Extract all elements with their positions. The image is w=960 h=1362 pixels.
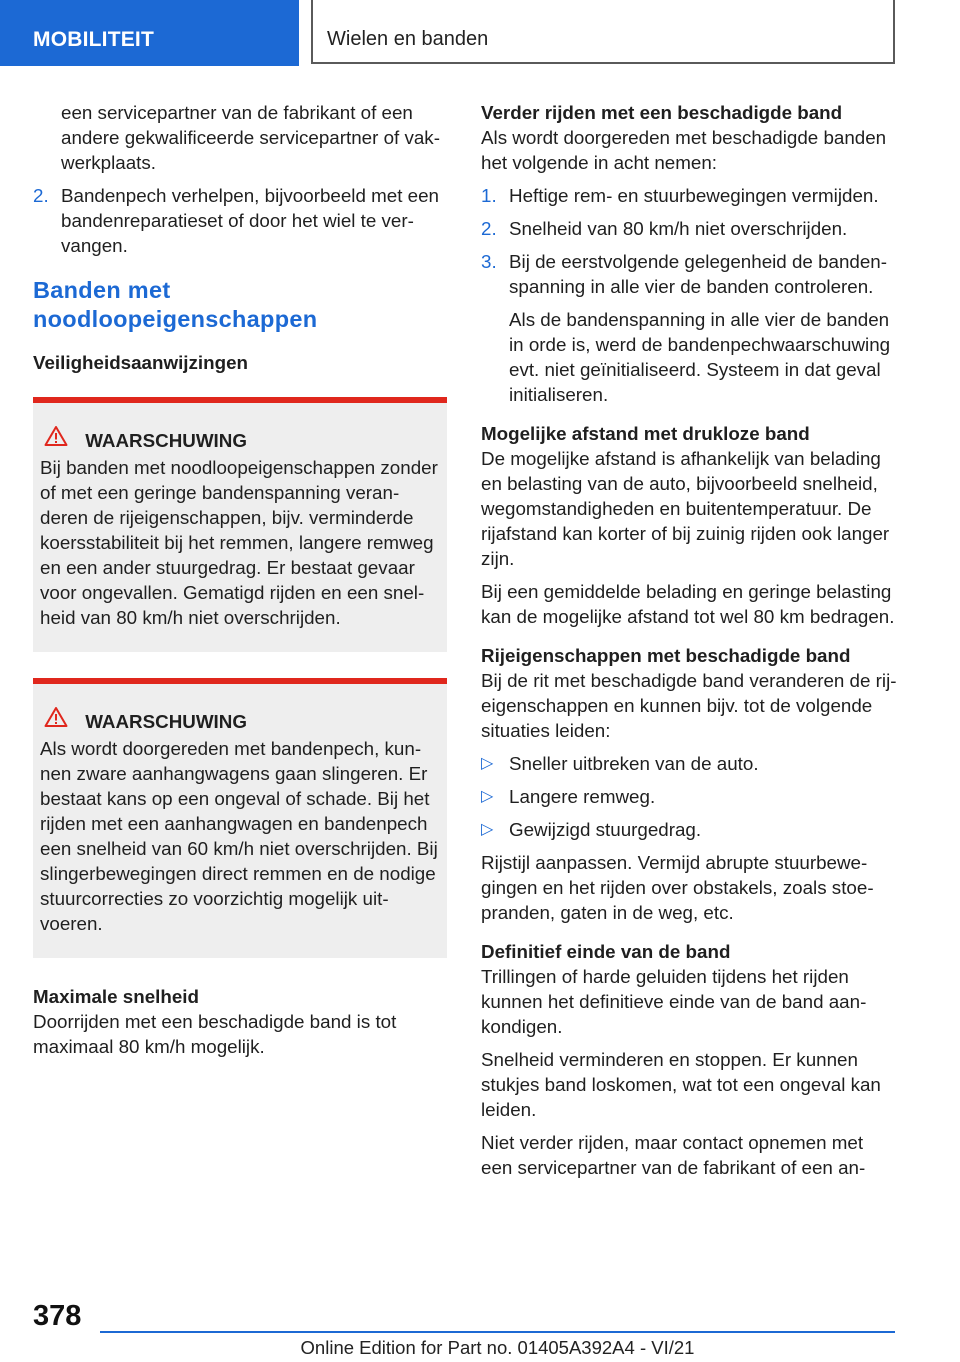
- maxspeed-text: Doorrijden met een beschadigde band is tot maximaal 80 km/h mogelijk.: [33, 1011, 397, 1057]
- list-item: [33, 183, 447, 258]
- safety-heading: Veiligheidsaanwijzingen: [33, 352, 248, 373]
- list-item: [481, 249, 899, 299]
- warning-text: Als wordt doorgereden met bandenpech, kunnen zware aanhangwagens gaan slingeren. Er bestaat kans op een ongeval of schade. Bij het rijden met een aanhangwagen en bandenpech een snelheid van 60 km/h niet overschrijden. Bij slingerbewegingen direct remmen en de nodige stuurcorrecties zo voorzichtig mogelijk uitvoeren.: [40, 738, 438, 934]
- props-advice: Rijstijl aanpassen. Vermijd abrupte stuurbewegingen en het rijden over obstakels, zoals stoepranden, gaten in de weg, etc.: [481, 852, 874, 923]
- list-number: 2.: [33, 185, 49, 206]
- topic-header: Wielen en banden: [311, 0, 895, 64]
- list-item: [481, 216, 899, 241]
- warning-title: WAARSCHUWING: [85, 430, 247, 451]
- list-item-text: Snelheid van 80 km/h niet overschrijden.: [509, 218, 848, 239]
- warning-triangle-icon: [44, 706, 80, 734]
- props-intro: Bij de rit met beschadigde band veranderen de rij-eigenschappen en kunnen bijv. tot de volgende situaties leiden:: [481, 670, 897, 741]
- end-paragraph: Trillingen of harde geluiden tijdens het rijden kunnen het definitieve einde van de band aankondigen.: [481, 966, 867, 1037]
- end-paragraph: Niet verder rijden, maar contact opnemen met een servicepartner van de fabrikant of een an-: [481, 1132, 866, 1178]
- distance-paragraph: Bij een gemiddelde belading en geringe belasting kan de mogelijke afstand tot wel 80 km bedragen.: [481, 581, 895, 627]
- warning-triangle-icon: [44, 425, 80, 453]
- props-heading: Rijeigenschappen met beschadigde band: [481, 645, 851, 666]
- list-item: [481, 183, 899, 208]
- drive-intro: Als wordt doorgereden met beschadigde banden het volgende in acht nemen:: [481, 127, 887, 173]
- chapter-tab: MOBILITEIT: [0, 0, 299, 66]
- list-number: 1.: [481, 185, 497, 206]
- list-item-text: Bij de eerstvolgende gelegenheid de bandenspanning in alle vier de banden controleren.: [509, 251, 888, 297]
- bullet-item: [481, 784, 899, 809]
- bullet-text: Sneller uitbreken van de auto.: [509, 753, 759, 774]
- bullet-item: [481, 751, 899, 776]
- end-heading: Definitief einde van de band: [481, 941, 731, 962]
- step-note: Als de bandenspanning in alle vier de banden in orde is, werd de bandenpechwaarschuwing evt. niet geïnitialiseerd. Systeem in dat geval initialiseren.: [509, 309, 891, 405]
- drive-heading: Verder rijden met een beschadigde band: [481, 102, 843, 123]
- warning-header: [40, 425, 439, 453]
- footer-divider: [100, 1331, 895, 1333]
- triangle-bullet-icon: ▷: [481, 788, 494, 805]
- triangle-bullet-icon: ▷: [481, 821, 494, 838]
- page-number: 378: [33, 1300, 82, 1332]
- list-number: 3.: [481, 251, 497, 272]
- distance-paragraph: De mogelijke afstand is afhankelijk van belading en belasting van de auto, bijvoorbeeld snelheid, wegomstandigheden en buitentemperatuur. De rijafstand kan korter of bij zuinig rijden ook langer zijn.: [481, 448, 890, 569]
- continued-list-text: een servicepartner van de fabrikant of een andere gekwalificeerde servicepartner of vakwerkplaats.: [61, 102, 440, 173]
- warning-text: Bij banden met noodloopeigenschappen zonder of met een geringe bandenspanning veranderen de rijeigenschappen, bijv. verminderde koersstabiliteit bij het remmen, langere remweg en een ander stuurgedrag. Er bestaat gevaar voor ongevallen. Gematigd rijden en een snelheid van 80 km/h niet overschrijden.: [40, 457, 438, 628]
- left-column: [33, 100, 447, 1067]
- maxspeed-heading: Maximale snelheid: [33, 986, 199, 1007]
- end-paragraph: Snelheid verminderen en stoppen. Er kunnen stukjes band loskomen, wat tot een ongeval kan leiden.: [481, 1049, 881, 1120]
- footer-edition: Online Edition for Part no. 01405A392A4 - VI/21: [300, 1337, 695, 1358]
- bullet-item: [481, 817, 899, 842]
- triangle-bullet-icon: ▷: [481, 755, 494, 772]
- bullet-text: Langere remweg.: [509, 786, 656, 807]
- section-title: Banden met noodloopeigenschappen: [33, 277, 318, 332]
- bullet-text: Gewijzigd stuurgedrag.: [509, 819, 702, 840]
- list-item-text: Bandenpech verhelpen, bijvoorbeeld met een bandenreparatieset of door het wiel te vervangen.: [61, 185, 439, 256]
- warning-header: [40, 706, 439, 734]
- warning-title: WAARSCHUWING: [85, 711, 247, 732]
- distance-heading: Mogelijke afstand met drukloze band: [481, 423, 810, 444]
- right-column: [481, 100, 899, 1188]
- warning-box: [33, 678, 447, 958]
- list-number: 2.: [481, 218, 497, 239]
- warning-box: [33, 397, 447, 652]
- list-item-text: Heftige rem- en stuurbewegingen vermijden.: [509, 185, 879, 206]
